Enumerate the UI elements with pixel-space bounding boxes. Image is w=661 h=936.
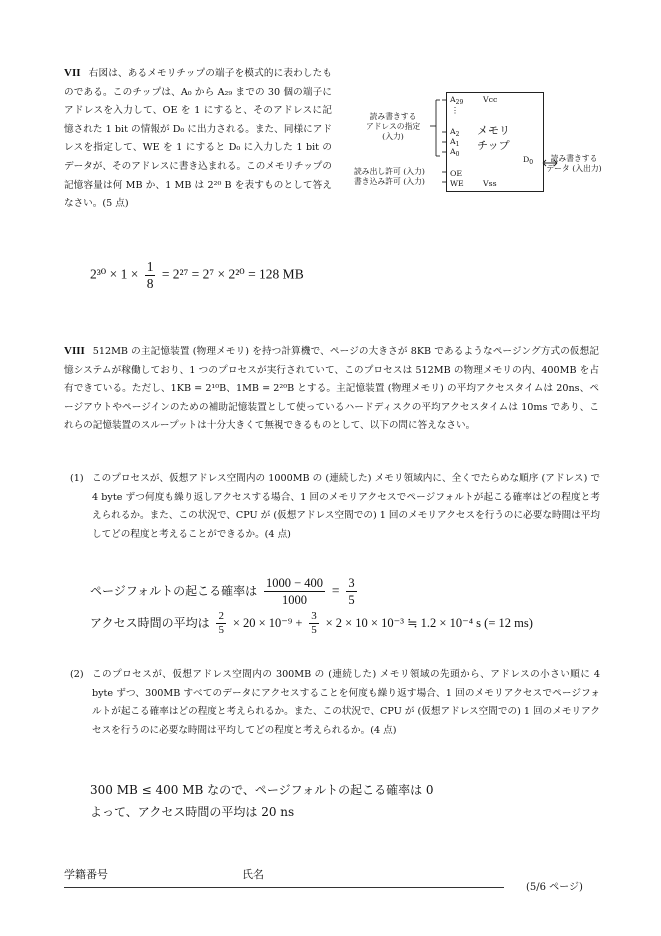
prob-numerator: 1000 − 400 (266, 576, 324, 590)
answer-2-line1: 300 MB ≤ 400 MB なので、ページフォルトの起こる確率は 0 (90, 783, 434, 797)
pin-we: WE (450, 179, 464, 188)
address-label-line1: 読み書きする (369, 112, 417, 121)
answer-1-prob-result (346, 576, 356, 607)
answer-1-prob-fraction (264, 576, 325, 607)
prob-denominator: 1000 (282, 593, 308, 607)
pin-a0: $A_0$ (450, 147, 460, 158)
pin-oe: OE (450, 169, 463, 178)
pin-vss: Vss (483, 179, 497, 188)
answer-vii (90, 260, 304, 291)
prob-result-numerator: 3 (348, 576, 355, 590)
answer-1-prob-label: ページフォルトの起こる確率は (90, 584, 258, 598)
pin-a2: $A_2$ (450, 127, 460, 138)
question-viii (64, 342, 599, 436)
time-fraction-2-den: 5 (311, 624, 317, 636)
chip-label-line1: メモリ (477, 124, 510, 137)
data-label-line2: データ (入出力) (546, 164, 602, 173)
answer-vii-rhs: = 2²⁷ = 2⁷ × 2²⁰ = 128 MB (161, 266, 304, 282)
time-fraction-2 (309, 611, 319, 636)
question-viii-text: 512MB の主記憶装置 (物理メモリ) を持つ計算機で、ページの大きさが 8KB であるようなページング方式の仮想記憶システムが稼働しており、1 つのプロセスが実行されていて、このプロセスは 512MB の物理メモリの内、400MB を占有できている。ただし、1KB = 2¹⁰B、1MB = 2²⁰B とする。主記憶装置 (物理メモリ) の平均アクセスタイムは 20ns、ページアウトやページインのための補助記憶装置として使っているハードディスクの平均アクセスタイムは 10ms であり、これらの記憶装置のスループットは十分大きくて無視できるものとして、以下の問に答えなさい。 (64, 346, 599, 432)
page-number: (5/6 ページ) (526, 882, 583, 893)
answer-2-line2: よって、アクセス時間の平均は 20 ns (90, 805, 295, 819)
pin-a29: $A_{29}$ (450, 95, 464, 106)
chip-label-line2: チップ (477, 139, 510, 152)
time-fraction-1-num: 2 (218, 610, 224, 622)
answer-1-line2 (90, 611, 533, 636)
subquestion-2-number: (2) (70, 669, 84, 680)
memory-chip-box (446, 92, 544, 192)
pin-vcc: Vcc (483, 95, 498, 104)
answer-vii-lhs: 2³⁰ × 1 × (90, 266, 139, 282)
pin-d0: $D_0$ (523, 155, 534, 166)
question-vii-text: 右図は、あるメモリチップの端子を模式的に表わしたものである。このチップは、A₀ から A₂₉ までの 30 個の端子にアドレスを入力して、OE を 1 にすると、そのアドレスに記憶された 1 bit の情報が D₀ に出力される。また、同様にアドレスを指定して、WE を 1 にすると D₀ に入力した 1 bit のデータが、そのアドレスに書き込まれる。このメモリチップの記憶容量は何 MB か、1 MB は 2²⁰ B を表すものとして答えなさい。(5 点) (64, 68, 332, 210)
subquestion-1-text: このプロセスが、仮想アドレス空間内の 1000MB の (連続した) メモリ領域内に、全くでたらめな順序 (アドレス) で 4 byte ずつ何度も繰り返しアクセスする場合、1 回のメモリアクセスでページフォルトが起こる確率はどの程度と考えられるか。また、この状況で、CPU が (仮想アドレス空間での) 1 回のメモリアクセスを行うのに必要な時間は平均してどの程度と考えることができるか。(4 点) (92, 473, 600, 540)
subquestion-1-number: (1) (70, 473, 84, 484)
signature-line (64, 886, 504, 888)
time-middle-term: × 20 × 10⁻⁹ + (232, 616, 303, 630)
question-number-viii: VIII (64, 345, 85, 357)
address-label-line2: アドレスの指定 (365, 122, 421, 131)
time-fraction-1-den: 5 (218, 624, 224, 636)
answer-1-line1 (90, 576, 360, 607)
prob-result-denominator: 5 (348, 593, 355, 607)
name-label: 氏名 (242, 868, 264, 881)
fraction-denominator: 8 (146, 276, 154, 291)
question-number-vii: VII (64, 67, 81, 79)
chip-label (477, 123, 510, 153)
read-enable-label: 読み出し許可 (入力) (354, 167, 425, 176)
data-label-line1: 読み書きする (550, 154, 598, 163)
prob-equals: = (331, 583, 340, 598)
student-id-label: 学籍番号 (64, 868, 108, 881)
subquestion-2-text: このプロセスが、仮想アドレス空間内の 300MB の (連続した) メモリ領域の先頭から、アドレスの小さい順に 4 byte ずつ、300MB すべてのデータにアクセスすることを何度も繰り返す場合、1 回のメモリアクセスでページフォルトが起こる確率はどの程度と考えられるか。また、この状況で、CPU が (仮想アドレス空間での) 1 回のメモリアクセスを行うのに必要な時間は平均してどの程度と考えられるか。(4 点) (92, 669, 600, 736)
time-fraction-2-num: 3 (311, 610, 317, 622)
fraction-numerator: 1 (146, 259, 154, 274)
pin-a1: $A_1$ (450, 137, 460, 148)
address-label-line3: (入力) (382, 132, 404, 141)
address-input-label (350, 112, 436, 142)
pin-dots: ⋮ (451, 106, 459, 115)
answer-1-time-label: アクセス時間の平均は (90, 616, 210, 630)
time-tail-term: × 2 × 10 × 10⁻³ ≒ 1.2 × 10⁻⁴ s (= 12 ms) (325, 616, 533, 630)
memory-chip-diagram (350, 86, 610, 196)
answer-vii-fraction (145, 260, 156, 291)
time-fraction-1 (216, 611, 226, 636)
question-vii (64, 64, 332, 214)
data-io-label (532, 154, 616, 174)
write-enable-label: 書き込み許可 (入力) (354, 177, 425, 186)
